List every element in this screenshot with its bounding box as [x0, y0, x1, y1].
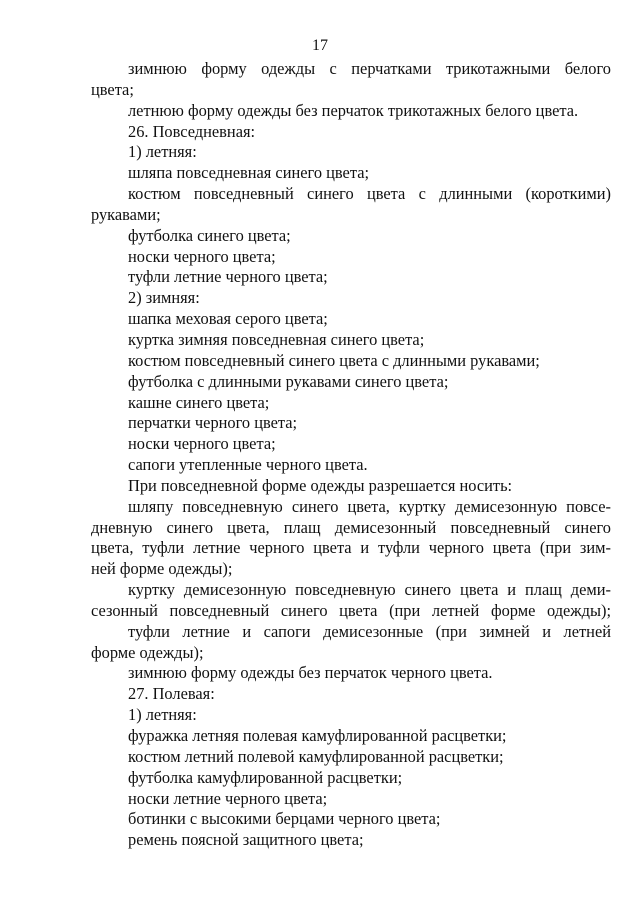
text-line: носки черного цвета; — [128, 246, 276, 266]
text-line: зимнюю форму одежды с перчатками трикотажными белого — [128, 59, 611, 78]
text-line: носки летние черного цвета; — [128, 788, 328, 808]
text-line: 27. Полевая: — [128, 684, 215, 704]
document-body — [91, 59, 611, 851]
text-line: рукавами; — [91, 204, 161, 224]
text-line: перчатки черного цвета; — [128, 413, 298, 433]
text-line: туфли летние черного цвета; — [128, 267, 328, 287]
text-line: цвета, туфли летние черного цвета и туфли черного цвета (при зим- — [91, 538, 611, 558]
text-line: 26. Повседневная: — [128, 121, 256, 141]
text-line: фуражка летняя полевая камуфлированной расцветки; — [128, 726, 507, 745]
text-line: летнюю форму одежды без перчаток трикотажных белого цвета. — [128, 100, 579, 120]
text-line: цвета; — [91, 79, 134, 99]
text-line: шляпа повседневная синего цвета; — [128, 163, 370, 183]
text-line: При повседневной форме одежды разрешается носить: — [128, 475, 513, 495]
text-line: 2) зимняя: — [128, 288, 200, 308]
text-line: носки черного цвета; — [128, 434, 276, 454]
text-line: шляпу повседневную синего цвета, куртку демисезонную повсе- — [128, 496, 611, 516]
text-line: туфли летние и сапоги демисезонные (при зимней и летней — [128, 621, 611, 641]
text-line: ней форме одежды); — [91, 559, 233, 579]
text-line: 1) летняя: — [128, 705, 197, 725]
text-line: шапка меховая серого цвета; — [128, 309, 328, 329]
text-line: костюм повседневный синего цвета с длинными рукавами; — [128, 350, 540, 370]
text-line: футболка синего цвета; — [128, 225, 291, 245]
text-line: сезонный повседневный синего цвета (при летней форме одежды); — [91, 600, 611, 620]
text-line: форме одежды); — [91, 642, 204, 662]
text-line: костюм повседневный синего цвета с длинными (короткими) — [128, 184, 611, 204]
text-line: футболка камуфлированной расцветки; — [128, 767, 403, 787]
text-line: куртку демисезонную повседневную синего цвета и плащ деми- — [128, 580, 611, 600]
text-line: костюм летний полевой камуфлированной расцветки; — [128, 746, 504, 766]
text-line: 1) летняя: — [128, 142, 197, 162]
text-line: ремень поясной защитного цвета; — [128, 830, 364, 850]
text-line: зимнюю форму одежды без перчаток черного цвета. — [128, 663, 493, 683]
text-line: ботинки с высокими берцами черного цвета; — [128, 809, 441, 829]
text-line: футболка с длинными рукавами синего цвета; — [128, 371, 449, 391]
text-line: кашне синего цвета; — [128, 392, 270, 412]
text-line: сапоги утепленные черного цвета. — [128, 455, 368, 475]
text-line: куртка зимняя повседневная синего цвета; — [128, 329, 425, 349]
text-line: дневную синего цвета, плащ демисезонный повседневный синего — [91, 517, 611, 537]
page-number: 17 — [312, 37, 328, 54]
